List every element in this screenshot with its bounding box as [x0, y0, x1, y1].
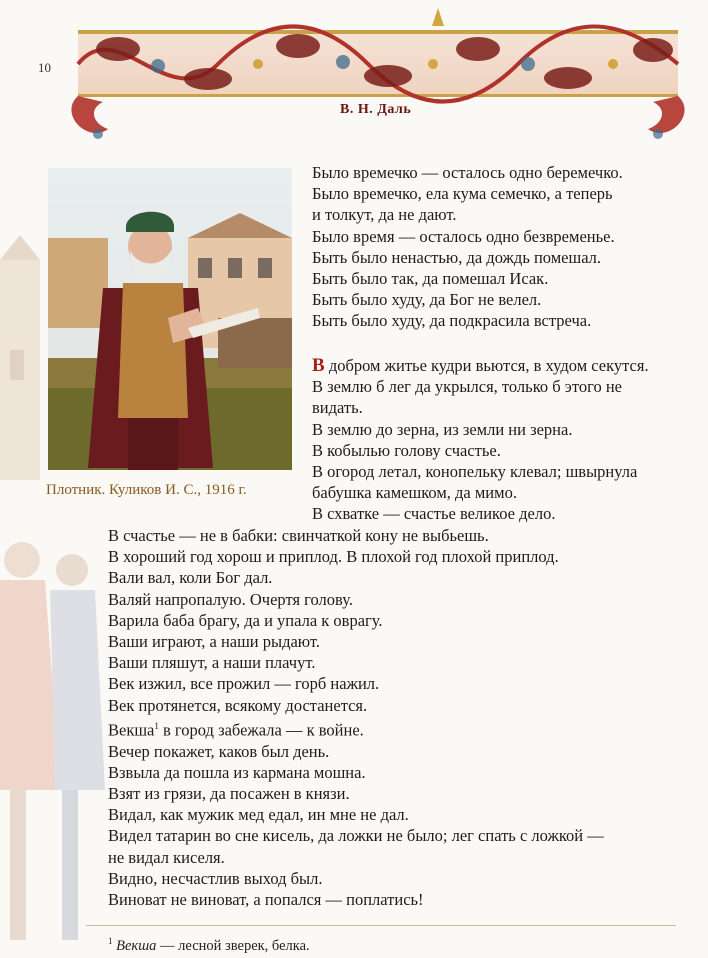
footnote: [108, 936, 310, 955]
proverb-line: В кобылью голову счастье.: [312, 440, 501, 460]
proverbs-top: [312, 162, 623, 332]
proverb-line: В землю до зерна, из земли ни зерна.: [312, 419, 573, 439]
proverb-line: Видал, как мужик мед едал, ин мне не дал.: [108, 805, 409, 825]
proverb-line: В схватке — счастье великое дело.: [312, 504, 556, 524]
proverb-line: В хороший год хорош и приплод. В плохой год плохой приплод.: [108, 547, 559, 567]
proverb-line: бабушка камешком, да мимо.: [312, 483, 517, 503]
proverb-line: и толкут, да не дают.: [312, 205, 457, 225]
proverb-line: Ваши пляшут, а наши плачут.: [108, 653, 316, 673]
proverb-line: Век изжил, все прожил — горб нажил.: [108, 674, 380, 694]
proverb-line: Было время — осталось одно безвременье.: [312, 226, 615, 246]
proverb-line: [108, 716, 604, 741]
proverb-line: Ваши играют, а наши рыдают.: [108, 632, 321, 652]
proverb-text: добром житье кудри вьются, в худом секутся.: [324, 356, 649, 375]
proverb-line: [312, 355, 649, 376]
proverb-line: В счастье — не в бабки: свинчаткой кону не выбьешь.: [108, 526, 489, 545]
proverb-line: видать.: [312, 398, 363, 418]
proverbs-section-v: [312, 355, 649, 525]
proverb-line: не видал киселя.: [108, 847, 225, 867]
footnote-definition: — лесной зверек, белка.: [156, 937, 310, 954]
proverb-line: Быть было ненастью, да дождь помешал.: [312, 247, 602, 267]
proverb-line: Быть было худу, да Бог не велел.: [312, 290, 542, 310]
page-number: 10: [38, 60, 51, 75]
proverb-line: Взвыла да пошла из кармана мошна.: [108, 762, 366, 782]
proverb-line: Видел татарин во сне кисель, да ложки не было; лег спать с ложкой —: [108, 826, 604, 846]
proverbs-main: [108, 525, 604, 910]
painting-carpenter: [48, 168, 292, 470]
proverb-line: Виноват не виноват, а попался — поплатись!: [108, 889, 424, 909]
footnote-term: Векша: [116, 937, 157, 954]
proverb-line: Быть было так, да помешал Исак.: [312, 269, 549, 289]
proverb-line: Видно, несчастлив выход был.: [108, 868, 323, 888]
proverb-line: В огород летал, конопельку клевал; швырнула: [312, 462, 638, 482]
proverb-line: В землю б лег да укрылся, только б этого не: [312, 377, 622, 397]
proverb-line: Быть было худу, да подкрасила встреча.: [312, 311, 592, 331]
proverb-line: Взят из грязи, да посажен в князи.: [108, 783, 350, 803]
proverb-line: Вали вал, коли Бог дал.: [108, 568, 273, 588]
proverb-line: Было времечко — осталось одно беремечко.: [312, 163, 623, 182]
illustration-caption: Плотник. Куликов И. С., 1916 г.: [46, 482, 247, 498]
proverb-text: Векша: [108, 720, 155, 740]
drop-cap: В: [312, 355, 325, 376]
proverb-line: Было времечко, ела кума семечко, а теперь: [312, 184, 613, 204]
floral-ornament-icon: [58, 4, 698, 154]
proverb-line: Варила баба брагу, да и упала к оврагу.: [108, 610, 383, 630]
proverb-line: Вечер покажет, каков был день.: [108, 741, 330, 761]
proverb-text: в город забежала — к войне.: [158, 720, 364, 740]
proverb-line: Валяй напропалую. Очертя голову.: [108, 589, 353, 609]
footnote-divider: [86, 925, 676, 926]
footnote-mark: 1: [108, 936, 113, 946]
running-head-author: В. Н. Даль: [340, 102, 412, 117]
proverb-line: Век протянется, всякому достанется.: [108, 695, 368, 715]
footnote-reference[interactable]: 1: [154, 720, 159, 731]
